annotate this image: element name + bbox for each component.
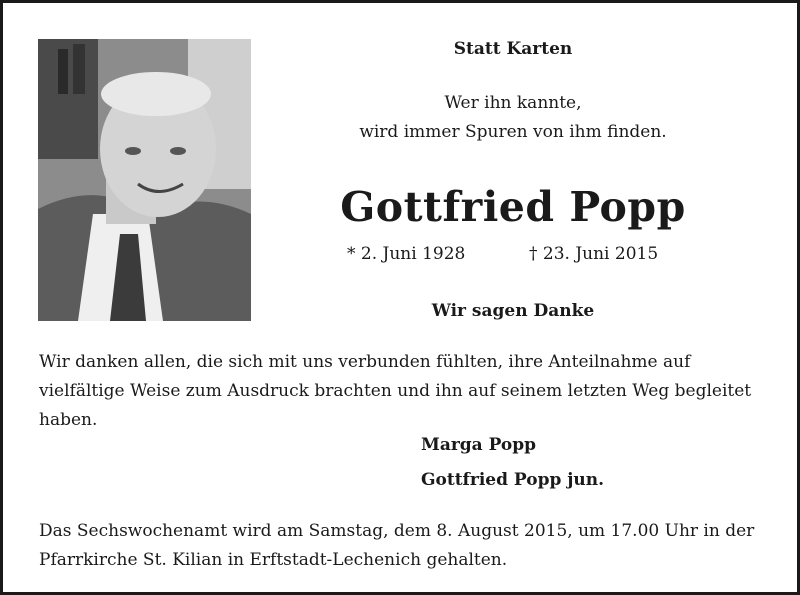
service-notice: Das Sechswochenamt wird am Samstag, dem 8. August 2015, um 17.00 Uhr in der Pfarrkirche St. Kilian in Erftstadt-Lechenich gehalten. bbox=[39, 521, 755, 570]
signer-1: Marga Popp bbox=[421, 435, 537, 455]
statt-karten-heading: Statt Karten bbox=[453, 39, 573, 59]
verse-line-1: Wer ihn kannte, bbox=[444, 93, 582, 113]
deceased-name: Gottfried Popp bbox=[340, 183, 686, 231]
portrait-photo bbox=[38, 39, 251, 321]
death-date: † 23. Juni 2015 bbox=[529, 244, 659, 264]
signer-2: Gottfried Popp jun. bbox=[421, 470, 605, 490]
verse-line-2: wird immer Spuren von ihm finden. bbox=[359, 122, 667, 142]
thanks-text: Wir danken allen, die sich mit uns verbunden fühlten, ihre Anteilnahme auf vielfältige Weise zum Ausdruck brachten und ihn auf seinem letzten Weg begleitet haben. bbox=[39, 352, 752, 430]
thanks-heading: Wir sagen Danke bbox=[431, 301, 595, 321]
portrait-illustration bbox=[38, 39, 251, 321]
birth-date: * 2. Juni 1928 bbox=[347, 244, 466, 264]
